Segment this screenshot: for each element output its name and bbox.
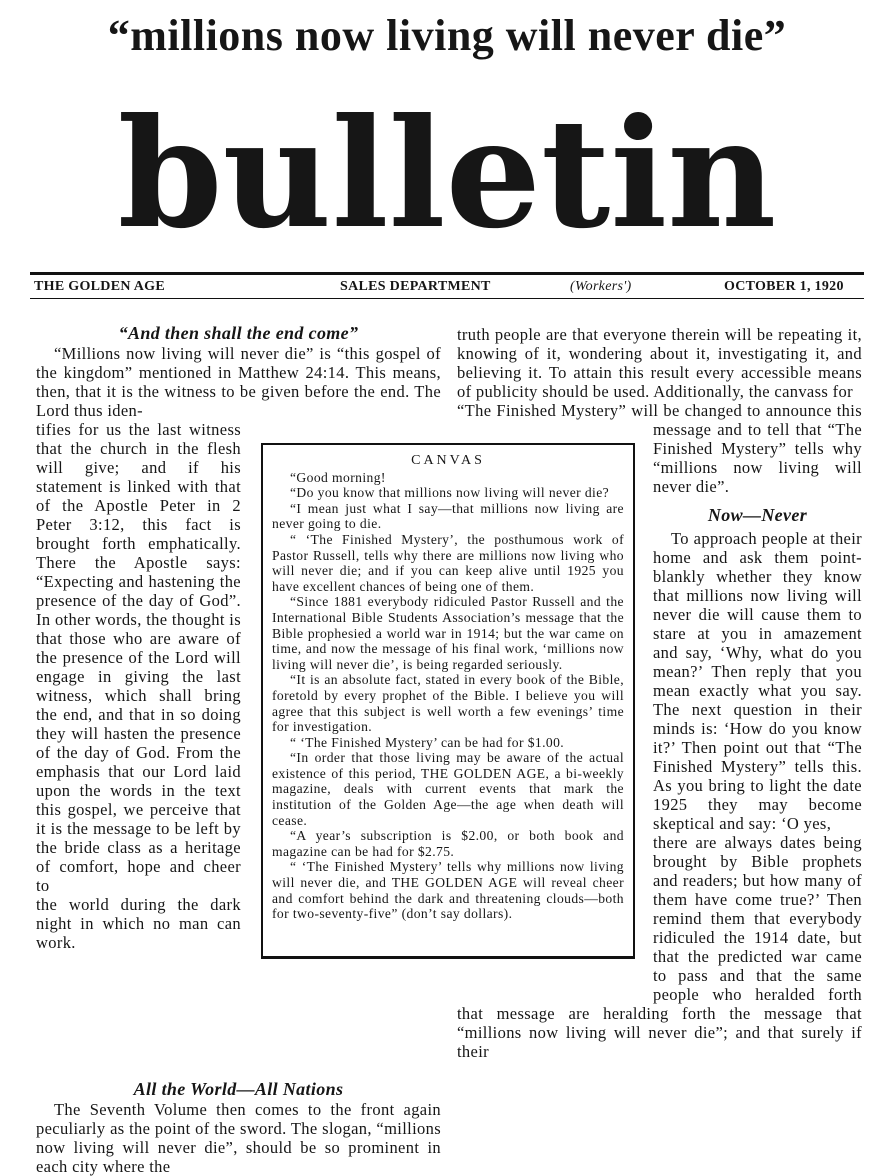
canvas-line: “Do you know that millions now living will never die? — [290, 485, 610, 501]
canvas-line: “ ‘The Finished Mystery’ can be had for $1.00. — [290, 734, 565, 750]
paragraph: The Seventh Volume then comes to the front again peculiarly as the point of the sword. The slogan, “millions now living will never die”, should be so prominent in each city where the — [36, 1100, 441, 1176]
section-heading: All the World—All Nations — [133, 1079, 344, 1099]
paragraph: “Millions now living will never die” is “this gospel of the kingdom” mentioned in Matthew 24:14. This means, then, that it is the witness to be given before the end. The Lord thus iden- — [36, 344, 441, 420]
canvas-line: “Good morning! — [290, 469, 386, 485]
right-column — [457, 325, 862, 1061]
paragraph: “The Finished Mystery” will be changed to announce this message and to tell that “The Finished Mystery” tells why “millions now living will never die”. — [457, 401, 862, 496]
paragraph: truth people are that everyone therein will be repeating it, knowing of it, wondering about it, investigating it, and believing it. To attain this result every accessible means of publicity should be used. Additionally, the canvass for — [457, 325, 862, 401]
paragraph: tifies for us the last witness that the church in the flesh will give; and if his statement is linked with that of the Apostle Peter in 2 Peter 3:12, this fact is brought forth emphatically. There the Apostle says: “Expecting and hastening the presence of the day of God”. In other words, the thought is that those who are aware of the presence of the Lord will engage in giving the last witness, which shall bring the end, and that in so doing they will hasten the presence of the day of God. From the emphasis that our Lord laid upon the words in the text this gospel, we perceive that it is the message to be left by the bride class as a heritage of comfort, hope and cheer to — [36, 420, 241, 895]
divider-rule — [30, 272, 864, 275]
canvas-line: “ ‘The Finished Mystery’, the posthumous work of Pastor Russell, tells why there are millions now living who will never die; and if you can keep alive until 1925 you have excellent chances of being one of them. — [272, 531, 624, 594]
canvas-line: “I mean just what I say—that millions now living are never going to die. — [272, 500, 624, 532]
audience-label: (Workers') — [570, 279, 632, 294]
canvas-line: “It is an absolute fact, stated in every book of the Bible, foretold by every prophet of the Bible. I believe you will agree that this subject is well worth a few evenings’ time for investigation. — [272, 672, 624, 735]
layout-spacer — [457, 422, 653, 993]
issue-date: OCTOBER 1, 1920 — [724, 279, 844, 294]
paragraph: there are always dates being brought by Bible prophets and readers; but how many of them have come true?’ Then remind them that everybody ridiculed the 1914 date, but that the predicted war came to pass and that the same people who heralded forth that message are heralding forth the message that “millions now living will never die”; and that surely if their — [457, 833, 862, 1061]
canvas-line: “ ‘The Finished Mystery’ tells why millions now living will never die, and THE GOLDEN AGE will reveal cheer and comfort behind the dark and threatening clouds—both for two-seventy-five” (don’t say dollars). — [272, 859, 624, 922]
canvas-line: “Since 1881 everybody ridiculed Pastor Russell and the International Bible Students Association’s message that the Bible prophesied a world war in 1914; but the war came on time, and now the message of his final work, ‘millions now living will never die’, is being regarded seriously. — [272, 594, 624, 672]
masthead-title: bulletin — [117, 86, 777, 262]
motto-headline: “millions now living will never die” — [107, 11, 787, 60]
publication-name: THE GOLDEN AGE — [34, 279, 166, 294]
divider-rule — [30, 298, 864, 299]
canvas-line: “In order that those living may be aware of the actual existence of this period, THE GOLDEN AGE, a bi-weekly magazine, deals with current events that mark the institution of the Golden Age—the age when death will cease. — [272, 750, 624, 828]
section-heading: “And then shall the end come” — [118, 323, 359, 343]
section-heading: Now—Never — [707, 505, 808, 525]
paragraph: the world during the dark night in which no man can work. — [36, 895, 241, 952]
paragraph: To approach people at their home and ask them point-blankly whether they know that millions now living will never die will cause them to stare at you in amazement and say, ‘Why, what do you mean?’ Then reply that you mean exactly what you say. The next question in their minds is: ‘How do you know it?’ Then point out that “The Finished Mystery” tells this. As you bring to light the date 1925 they may become skeptical and say: ‘O yes, — [653, 529, 862, 833]
department-name: SALES DEPARTMENT — [340, 279, 491, 294]
canvas-title: CANVAS — [411, 453, 485, 468]
canvas-line: “A year’s subscription is $2.00, or both book and magazine can be had for $2.75. — [272, 828, 624, 859]
